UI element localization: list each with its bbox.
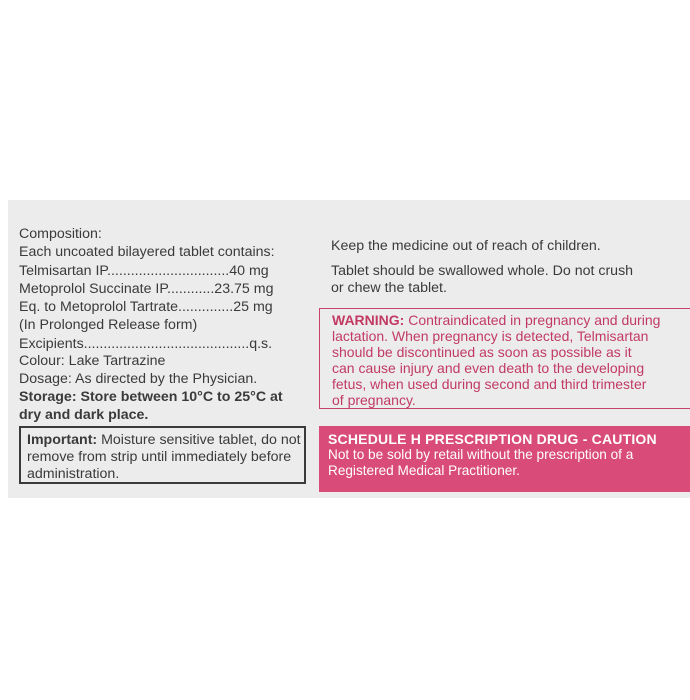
ingredient-metoprolol-succinate: Metoprolol Succinate IP............23.75 mg xyxy=(19,281,274,297)
important-line-2: remove from strip until immediately before xyxy=(27,449,292,465)
warning-text-1: Contraindicated in pregnancy and during xyxy=(404,312,661,328)
ingredient-excipients: Excipients..........................................q.s. xyxy=(19,336,273,352)
colour-line: Colour: Lake Tartrazine xyxy=(19,353,166,369)
warning-box xyxy=(319,308,690,409)
important-notice-box xyxy=(19,426,306,484)
storage-line-1: Storage: Store between 10°C to 25°C at xyxy=(19,389,283,405)
composition-intro: Each uncoated bilayered tablet contains: xyxy=(19,244,275,260)
schedule-h-line-1: Not to be sold by retail without the prescription of a xyxy=(328,447,634,462)
prolonged-release-note: (In Prolonged Release form) xyxy=(19,317,198,333)
warning-label: WARNING: xyxy=(332,312,405,328)
warning-line-5: fetus, when used during second and third trimester xyxy=(332,376,647,392)
warning-line-6: of pregnancy. xyxy=(332,392,416,408)
ingredient-metoprolol-tartrate: Eq. to Metoprolol Tartrate..............25 mg xyxy=(19,299,273,315)
warning-line-3: should be discontinued as soon as possible as it xyxy=(332,344,632,360)
storage-line-2: dry and dark place. xyxy=(19,407,149,423)
keep-away-children: Keep the medicine out of reach of children. xyxy=(331,238,601,254)
composition-heading: Composition: xyxy=(19,226,102,242)
important-line-3: administration. xyxy=(27,466,120,482)
schedule-h-line-2: Registered Medical Practitioner. xyxy=(328,463,520,478)
schedule-h-title: SCHEDULE H PRESCRIPTION DRUG - CAUTION xyxy=(328,431,657,447)
warning-line-4: can cause injury and even death to the developing xyxy=(332,360,645,376)
important-text-1: Moisture sensitive tablet, do not xyxy=(97,432,301,448)
ingredient-telmisartan: Telmisartan IP...............................40 mg xyxy=(19,263,269,279)
schedule-h-box xyxy=(319,426,690,492)
swallow-line-1: Tablet should be swallowed whole. Do not crush xyxy=(331,263,634,279)
important-line-1 xyxy=(27,431,301,449)
warning-line-2: lactation. When pregnancy is detected, Telmisartan xyxy=(332,328,649,344)
swallow-line-2: or chew the tablet. xyxy=(331,280,447,296)
dosage-line: Dosage: As directed by the Physician. xyxy=(19,371,258,387)
important-label: Important: xyxy=(27,432,98,448)
